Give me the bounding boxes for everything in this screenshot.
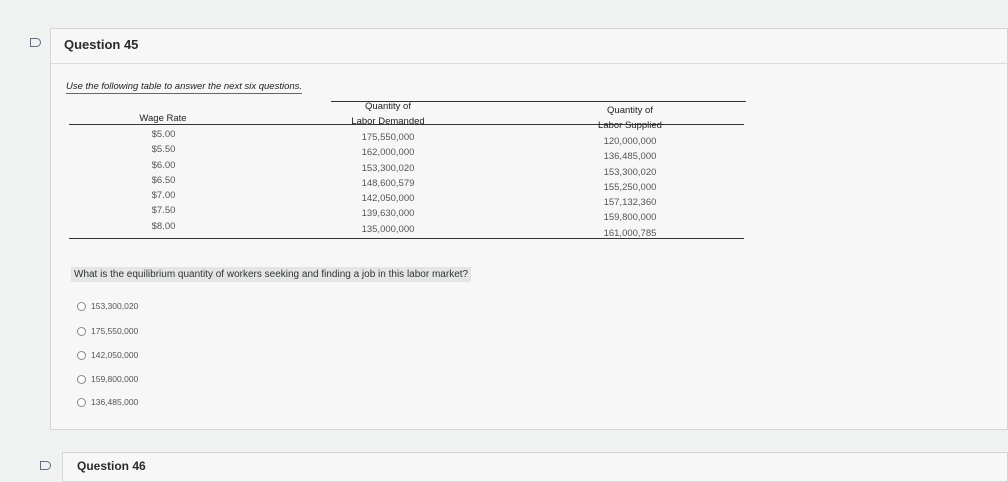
- question-header: [51, 29, 1007, 64]
- instruction-text: Use the following table to answer the next six questions.: [66, 81, 303, 92]
- demanded-column: [343, 130, 433, 237]
- table-cell: $6.50: [151, 174, 176, 186]
- table-cell: 142,050,000: [361, 193, 415, 205]
- radio-button-icon[interactable]: [77, 302, 86, 311]
- flag-icon[interactable]: [30, 38, 41, 47]
- header-supplied-line1: Quantity of: [607, 105, 653, 116]
- header-wage-rate: Wage Rate: [139, 113, 187, 124]
- answer-option[interactable]: [77, 374, 138, 384]
- table-cell: 120,000,000: [603, 136, 657, 147]
- table-cell: 135,000,000: [361, 223, 415, 235]
- answer-option[interactable]: [77, 301, 138, 311]
- table-cell: $5.50: [151, 144, 176, 156]
- header-demanded-line2: Labor Demanded: [351, 116, 425, 127]
- answer-option-label: 159,800,000: [91, 374, 139, 384]
- question-card-45: [50, 28, 1008, 430]
- supplied-column: [585, 134, 675, 241]
- radio-button-icon[interactable]: [77, 351, 86, 360]
- table-cell: 157,132,360: [603, 197, 657, 209]
- question-title: Question 46: [77, 459, 146, 473]
- radio-button-icon[interactable]: [77, 375, 86, 384]
- table-cell: 159,800,000: [603, 212, 657, 224]
- answer-option-label: 142,050,000: [91, 350, 139, 360]
- table-cell: 175,550,000: [361, 132, 415, 143]
- answer-option[interactable]: [77, 350, 138, 360]
- table-cell: $7.00: [151, 190, 176, 202]
- answer-option[interactable]: [77, 397, 138, 407]
- table-cell: $6.00: [151, 159, 176, 171]
- table-cell: 139,630,000: [361, 208, 415, 220]
- flag-icon[interactable]: [40, 461, 51, 470]
- answer-option-label: 175,550,000: [91, 326, 139, 336]
- answer-option-label: 136,485,000: [91, 397, 139, 407]
- wage-column: [126, 127, 201, 234]
- table-cell: 155,250,000: [603, 181, 657, 193]
- question-prompt: What is the equilibrium quantity of workers seeking and finding a job in this labor market?: [71, 267, 471, 282]
- table-cell: 153,300,020: [603, 166, 657, 178]
- answer-option[interactable]: [77, 326, 138, 336]
- radio-button-icon[interactable]: [77, 327, 86, 336]
- table-cell: 136,485,000: [603, 151, 657, 163]
- header-demanded-line1: Quantity of: [365, 101, 411, 112]
- table-cell: $5.00: [151, 129, 176, 140]
- answer-option-label: 153,300,020: [91, 301, 139, 311]
- table-cell: 161,000,785: [603, 227, 657, 239]
- table-cell: 162,000,000: [361, 147, 415, 159]
- radio-button-icon[interactable]: [77, 398, 86, 407]
- question-title: Question 45: [64, 37, 139, 52]
- header-supplied-line2: Labor Supplied: [598, 120, 662, 131]
- table-cell: 153,300,020: [361, 162, 415, 174]
- table-cell: 148,600,579: [361, 177, 415, 189]
- table-cell: $8.00: [151, 220, 176, 232]
- question-card-46: [62, 452, 1008, 482]
- table-cell: $7.50: [151, 205, 176, 217]
